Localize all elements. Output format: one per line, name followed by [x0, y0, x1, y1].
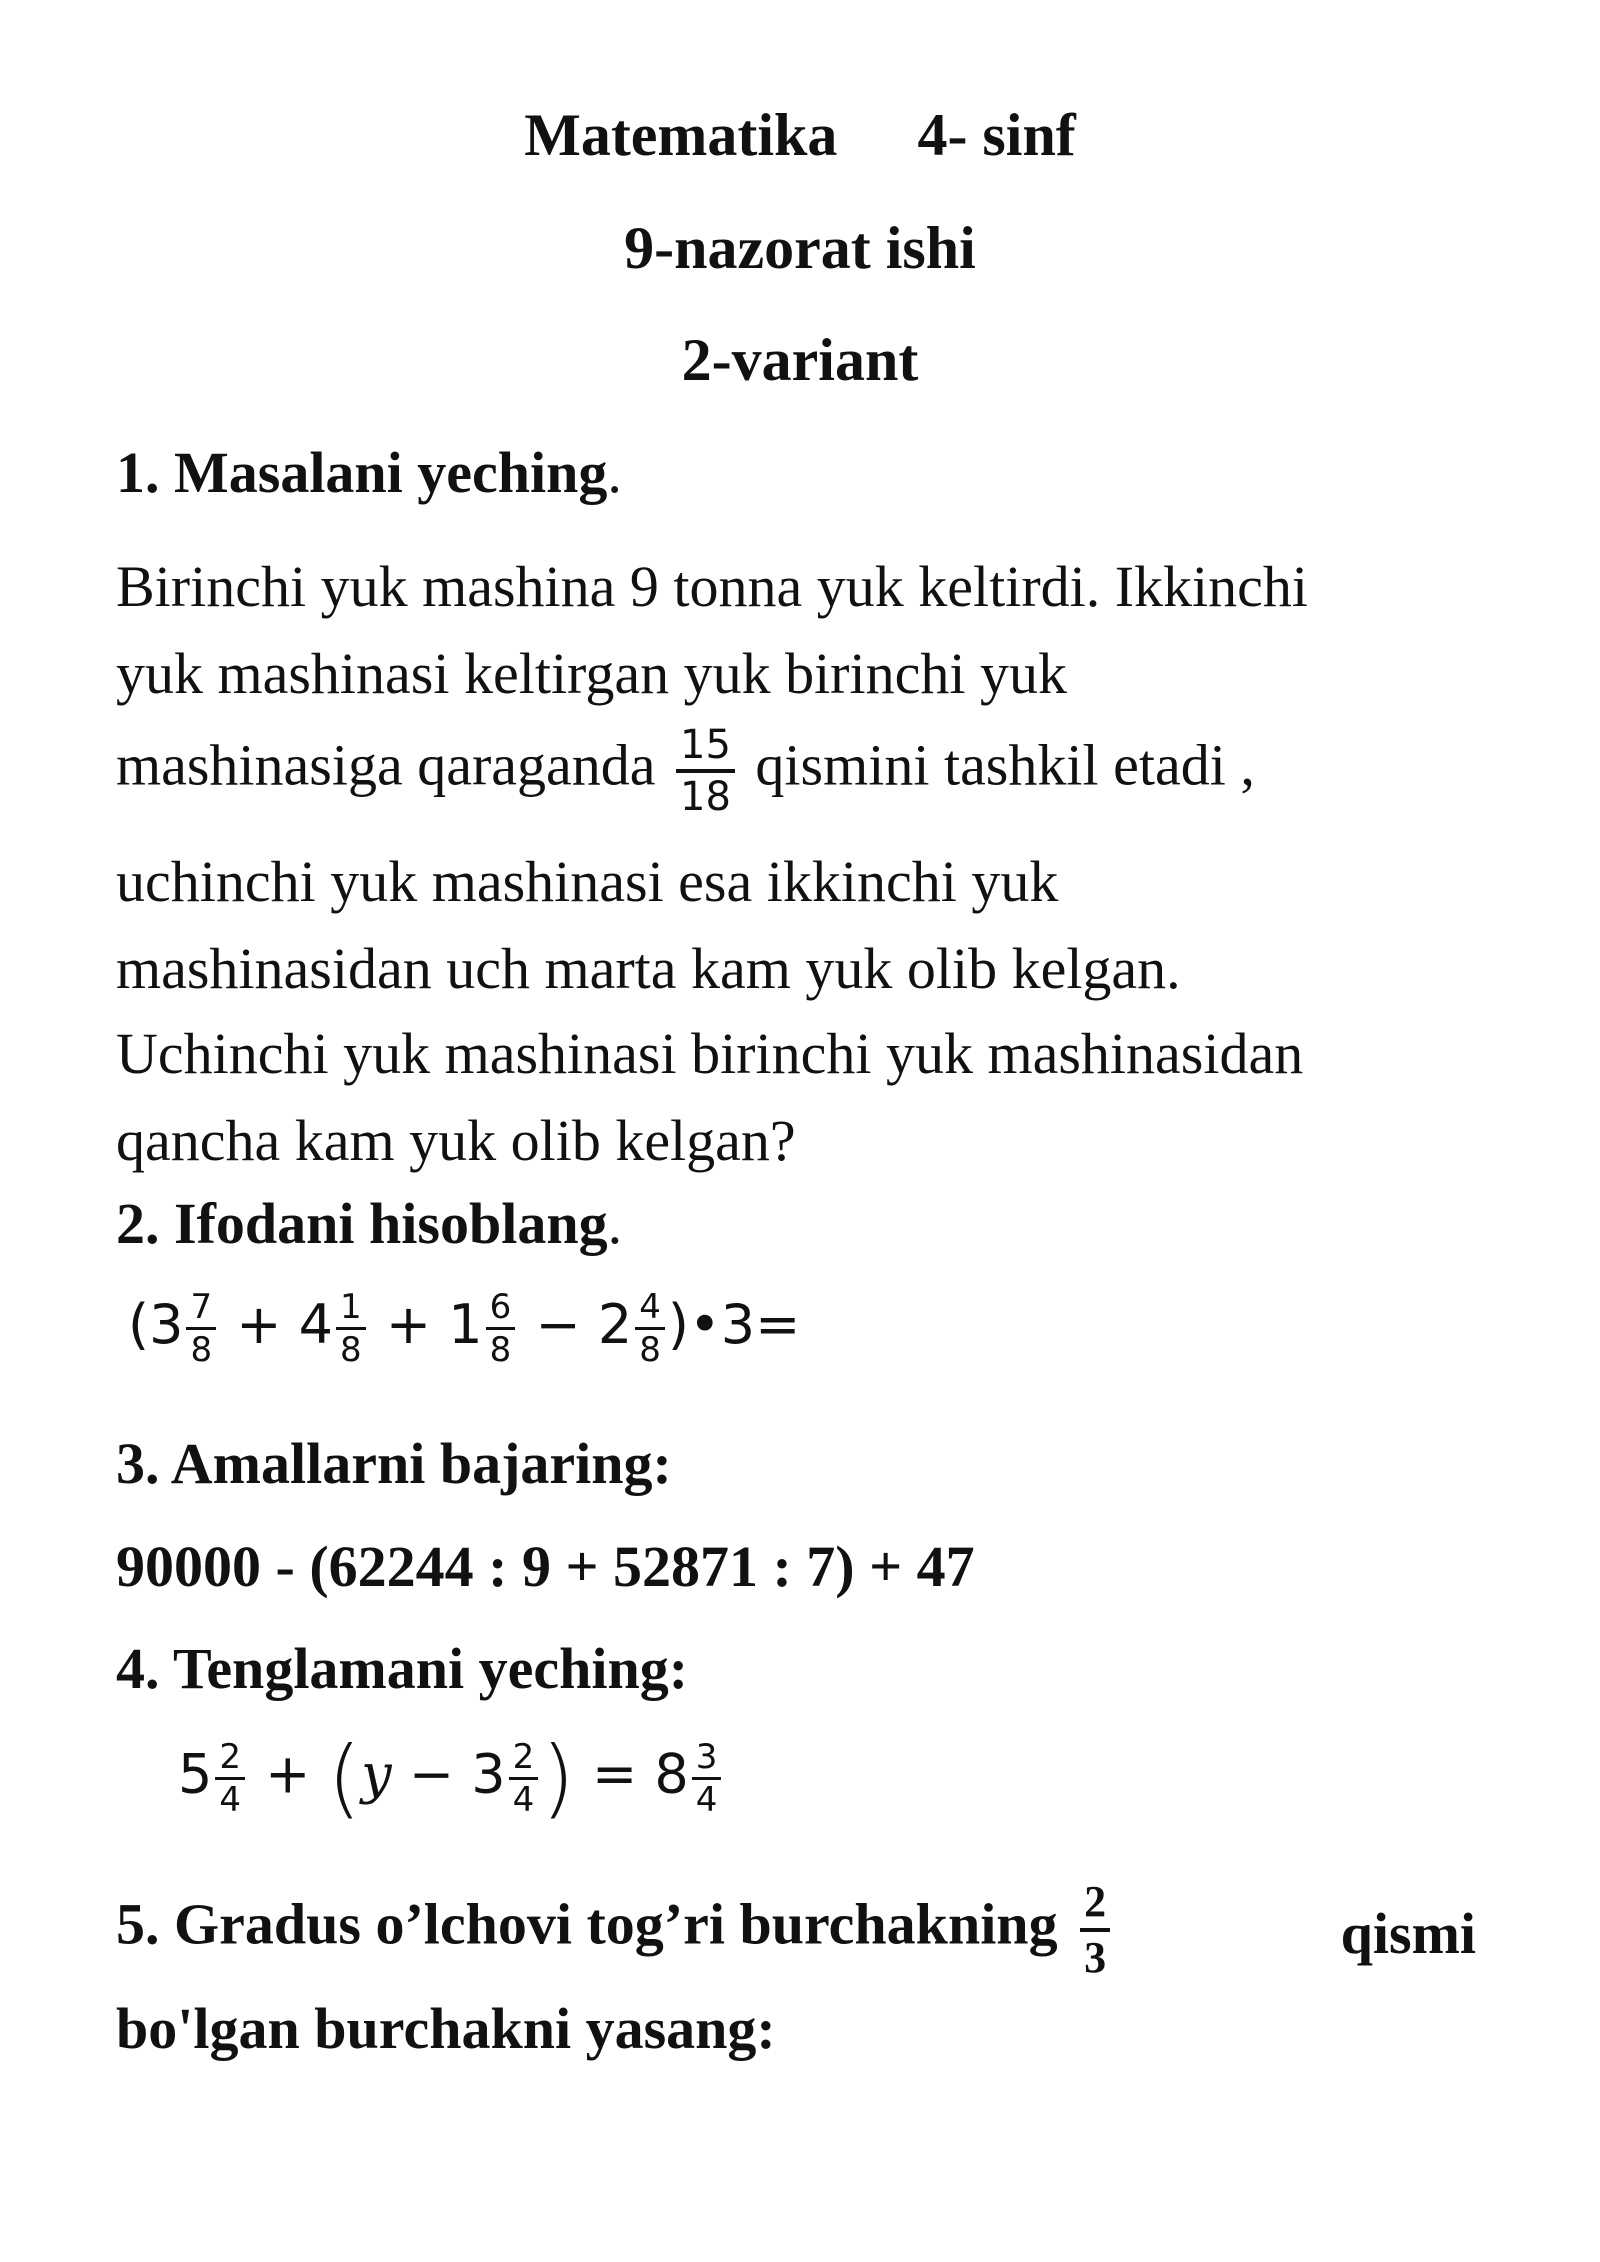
task3-expression: 90000 - (62244 : 9 + 52871 : 7) + 47: [116, 1534, 975, 1599]
fraction-denominator: 8: [489, 1330, 512, 1370]
task1-line7: qancha kam yuk olib kelgan?: [116, 1108, 796, 1173]
task1-line2: yuk mashinasi keltirgan yuk birinchi yuk: [116, 641, 1067, 706]
fraction-denominator: 8: [340, 1330, 362, 1370]
fraction-denominator: 8: [639, 1330, 661, 1370]
task1-title: 1. Masalani yeching: [116, 440, 608, 505]
task5-fraction: [1080, 1877, 1110, 1982]
fraction-denominator: 3: [1084, 1933, 1107, 1982]
mixed-fraction: [509, 1736, 539, 1820]
mixed-fraction: [186, 1287, 216, 1370]
task5-line2: bo'lgan burchakni yasang:: [116, 1996, 776, 2061]
task1-line4: uchinchi yuk mashinasi esa ikkinchi yuk: [116, 849, 1059, 914]
open-paren: (: [128, 1293, 150, 1357]
fraction-numerator: 2: [1080, 1880, 1110, 1932]
close-and-multiply: )•3=: [667, 1293, 801, 1357]
mixed-whole: 5: [178, 1742, 213, 1806]
mixed-whole: 4: [298, 1293, 334, 1357]
fraction-denominator: 4: [219, 1779, 241, 1820]
task1-line3-after: qismini tashkil etadi ,: [755, 732, 1255, 798]
task2-heading: [116, 1191, 623, 1256]
mixed-fraction: [486, 1287, 516, 1370]
mixed-fraction: [692, 1736, 722, 1820]
fraction-denominator: 4: [512, 1779, 535, 1820]
task5-line1-before: 5. Gradus o’lchovi tog’ri burchakning: [116, 1891, 1058, 1957]
task4-title: 4. Tenglamani yeching:: [116, 1636, 689, 1701]
header-title: [0, 102, 1600, 168]
task5-line1: [116, 1877, 1476, 1982]
mixed-whole: 3: [149, 1293, 184, 1357]
task1-line1: Birinchi yuk mashina 9 tonna yuk keltirdi. Ikkinchi: [116, 554, 1309, 619]
fraction-numerator: 2: [509, 1740, 539, 1780]
fraction-denominator: 4: [695, 1779, 718, 1820]
fraction-denominator: 18: [680, 774, 731, 820]
task1-line5: mashinasidan uch marta kam yuk olib kelgan.: [116, 936, 1181, 1001]
mixed-fraction: [215, 1736, 245, 1820]
mixed-fraction: [635, 1287, 665, 1370]
work-title: 9-nazorat ishi: [624, 215, 976, 281]
task5-line1-after: qismi: [1340, 1901, 1476, 1966]
task2-title: 2. Ifodani hisoblang: [116, 1191, 608, 1256]
operator: +: [385, 1293, 432, 1357]
mixed-whole: 2: [597, 1293, 633, 1357]
fraction-numerator: 3: [692, 1740, 722, 1780]
task2-expression: [128, 1287, 801, 1370]
grade-label: 4- sinf: [917, 102, 1076, 168]
mixed-whole: 3: [471, 1742, 506, 1806]
operator: −: [408, 1742, 455, 1806]
fraction-numerator: 2: [215, 1740, 245, 1780]
mixed-fraction: [336, 1287, 366, 1370]
mixed-whole: 8: [654, 1742, 689, 1806]
variable: y: [361, 1742, 392, 1806]
task3-title: 3. Amallarni bajaring:: [116, 1431, 672, 1496]
equals-sign: =: [592, 1742, 638, 1806]
fraction-numerator: 6: [486, 1290, 516, 1330]
task1-title-end: .: [607, 440, 622, 505]
operator: −: [535, 1293, 581, 1357]
task1-line3-before: mashinasiga qaraganda: [116, 732, 656, 798]
task1-line3: [116, 722, 1255, 820]
task1-line6: Uchinchi yuk mashinasi birinchi yuk mashinasidan: [116, 1021, 1304, 1086]
mixed-whole: 1: [448, 1293, 483, 1357]
subject-label: Matematika: [524, 102, 838, 168]
operator: +: [265, 1742, 311, 1806]
fraction-numerator: 7: [186, 1290, 216, 1330]
operator: +: [236, 1293, 282, 1357]
task1-heading: [116, 440, 622, 505]
variant-title: 2-variant: [681, 327, 919, 393]
fraction-numerator: 1: [336, 1290, 366, 1330]
close-paren: ): [541, 1728, 575, 1828]
fraction-denominator: 8: [190, 1330, 213, 1370]
task2-title-end: .: [607, 1191, 623, 1256]
task1-fraction: [676, 722, 735, 820]
open-paren: (: [327, 1728, 362, 1828]
fraction-numerator: 15: [676, 725, 735, 773]
task4-equation: [178, 1728, 724, 1828]
fraction-numerator: 4: [635, 1290, 665, 1330]
